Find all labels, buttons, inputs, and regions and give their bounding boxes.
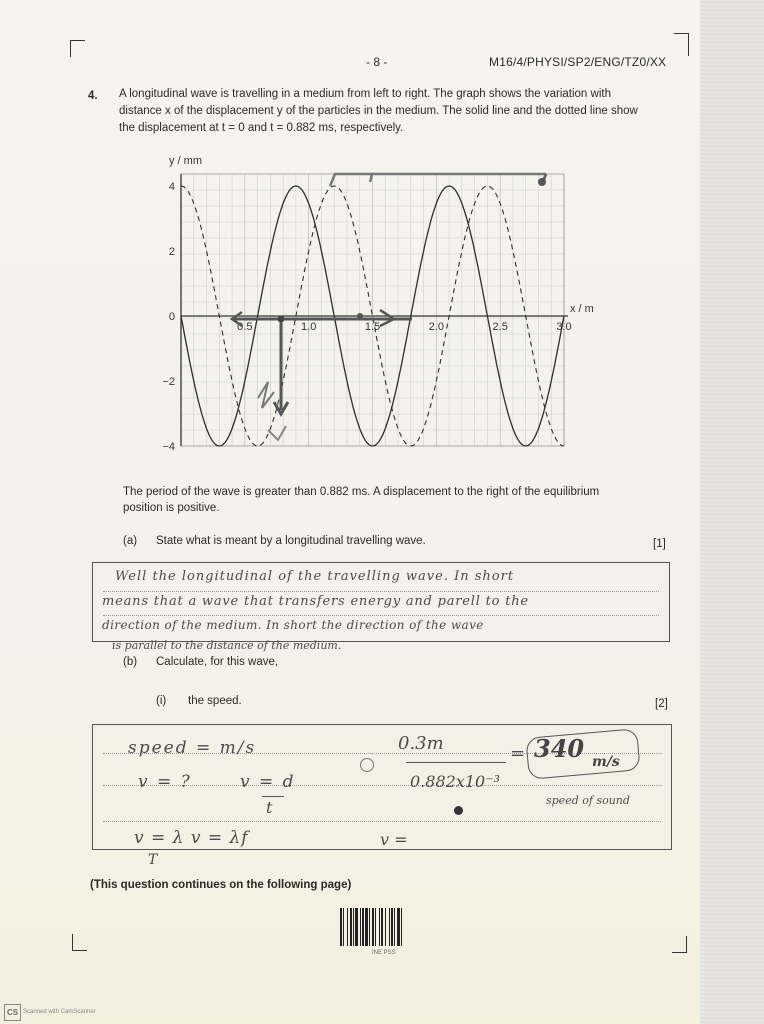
y-tick-label: 2	[168, 246, 175, 258]
question-number: 4.	[88, 90, 98, 102]
x-tick-label: 2.0	[428, 321, 444, 333]
part-a-answer-line-1: Well the longitudinal of the travelling wave. In short	[115, 569, 515, 584]
x-tick-label: 2.5	[492, 321, 508, 333]
barcode-bar	[381, 908, 383, 946]
work-lambda-relations: v = λ v = λf	[134, 828, 249, 848]
work-equals: =	[510, 743, 526, 764]
part-a-marks: [1]	[653, 538, 666, 550]
barcode-bar	[397, 908, 400, 946]
barcode-bar	[362, 908, 364, 946]
work-fraction-bottom: 0.882x10⁻³	[410, 772, 501, 791]
scan-edge-strip	[700, 0, 764, 1024]
wave-graph	[150, 150, 610, 470]
work-t-denominator: t	[266, 798, 273, 817]
x-tick-label: 1.0	[301, 321, 317, 333]
part-b-i-label: (i)	[156, 695, 167, 707]
pen-dot-origin	[278, 316, 285, 323]
page-number: - 8 -	[366, 55, 388, 69]
y-axis-label: y / mm	[169, 155, 202, 167]
part-b-label: (b)	[123, 656, 138, 668]
part-a-label: (a)	[123, 535, 138, 547]
barcode-bar	[389, 908, 390, 946]
barcode-bar	[375, 908, 376, 946]
part-a-answer-line-4: is parallel to the distance of the medium.	[112, 639, 342, 652]
work-speed-of-sound-note: speed of sound	[546, 794, 630, 807]
barcode-bar	[391, 908, 393, 946]
barcode-bar	[401, 908, 402, 946]
work-d-over-t-bar	[262, 796, 284, 797]
part-a-prompt: State what is meant by a longitudinal travelling wave.	[156, 535, 426, 547]
x-tick-label: 0.5	[237, 321, 253, 333]
pen-dot-mid	[357, 313, 363, 319]
camscanner-watermark: Scanned with CamScanner	[23, 1009, 96, 1015]
pen-scribble-left	[258, 382, 274, 408]
barcode-bar	[394, 908, 395, 946]
y-tick-label: 0	[168, 311, 175, 323]
question-intro: A longitudinal wave is travelling in a medium from left to right. The graph shows the variation with distance x of the displacement y of the particles in the medium. The solid line and the dotted line show the displacement at t = 0 and t = 0.882 ms, respectively.	[119, 88, 638, 134]
part-b-i-marks: [2]	[655, 698, 668, 710]
corner-mark-bottom-right	[672, 936, 687, 953]
barcode-bar	[385, 908, 386, 946]
pen-peak-bracket	[330, 174, 546, 186]
work-v-equals: v =	[380, 830, 408, 849]
barcode-bar	[350, 908, 352, 946]
corner-mark-top-right	[674, 33, 689, 56]
work-t-under: T	[148, 852, 158, 868]
work-v-equals-d: v = d	[240, 772, 296, 792]
barcode-bar	[360, 908, 361, 946]
barcode-bar	[355, 908, 358, 946]
camscanner-logo: CS	[4, 1004, 21, 1021]
pen-dot-mark	[454, 806, 463, 815]
barcode-bar	[353, 908, 354, 946]
barcode-bar	[365, 908, 368, 946]
y-tick-label: −2	[162, 376, 175, 388]
work-speed-line: speed = m/s	[128, 738, 257, 758]
paper-code: M16/4/PHYSI/SP2/ENG/TZ0/XX	[489, 55, 667, 69]
barcode-bar	[347, 908, 348, 946]
part-b-prompt: Calculate, for this wave,	[156, 656, 279, 668]
corner-mark-bottom-left	[72, 934, 87, 951]
x-tick-label: 1.5	[364, 321, 381, 333]
y-tick-label: 4	[168, 181, 175, 193]
barcode-bar	[340, 908, 342, 946]
barcode	[338, 906, 422, 950]
barcode-bar	[372, 908, 374, 946]
barcode-text: INE PSS	[372, 950, 396, 956]
barcode-bar	[369, 908, 370, 946]
pen-circle-mark	[360, 758, 374, 772]
work-fraction-top: 0.3m	[398, 733, 444, 754]
barcode-bar	[379, 908, 380, 946]
barcode-bar	[343, 908, 344, 946]
work-unit: m/s	[592, 754, 620, 770]
x-tick-label: 3.0	[556, 321, 572, 333]
pen-dot-peak	[538, 178, 546, 186]
work-result: 340	[534, 734, 585, 763]
corner-mark-top-left	[70, 40, 85, 57]
x-axis-label: x / m	[570, 303, 594, 315]
work-fraction-bar	[406, 762, 506, 763]
part-b-i-prompt: the speed.	[188, 695, 242, 707]
period-note: The period of the wave is greater than 0.882 ms. A displacement to the right of the equilibrium position is positive.	[123, 486, 600, 514]
part-a-answer-line-2: means that a wave that transfers energy and parell to the	[102, 594, 529, 609]
continues-note: (This question continues on the following page)	[90, 879, 352, 891]
work-v-unknown: v = ?	[138, 772, 192, 792]
part-a-answer-line-3: direction of the medium. In short the direction of the wave	[102, 618, 484, 632]
y-tick-label: −4	[162, 441, 175, 453]
